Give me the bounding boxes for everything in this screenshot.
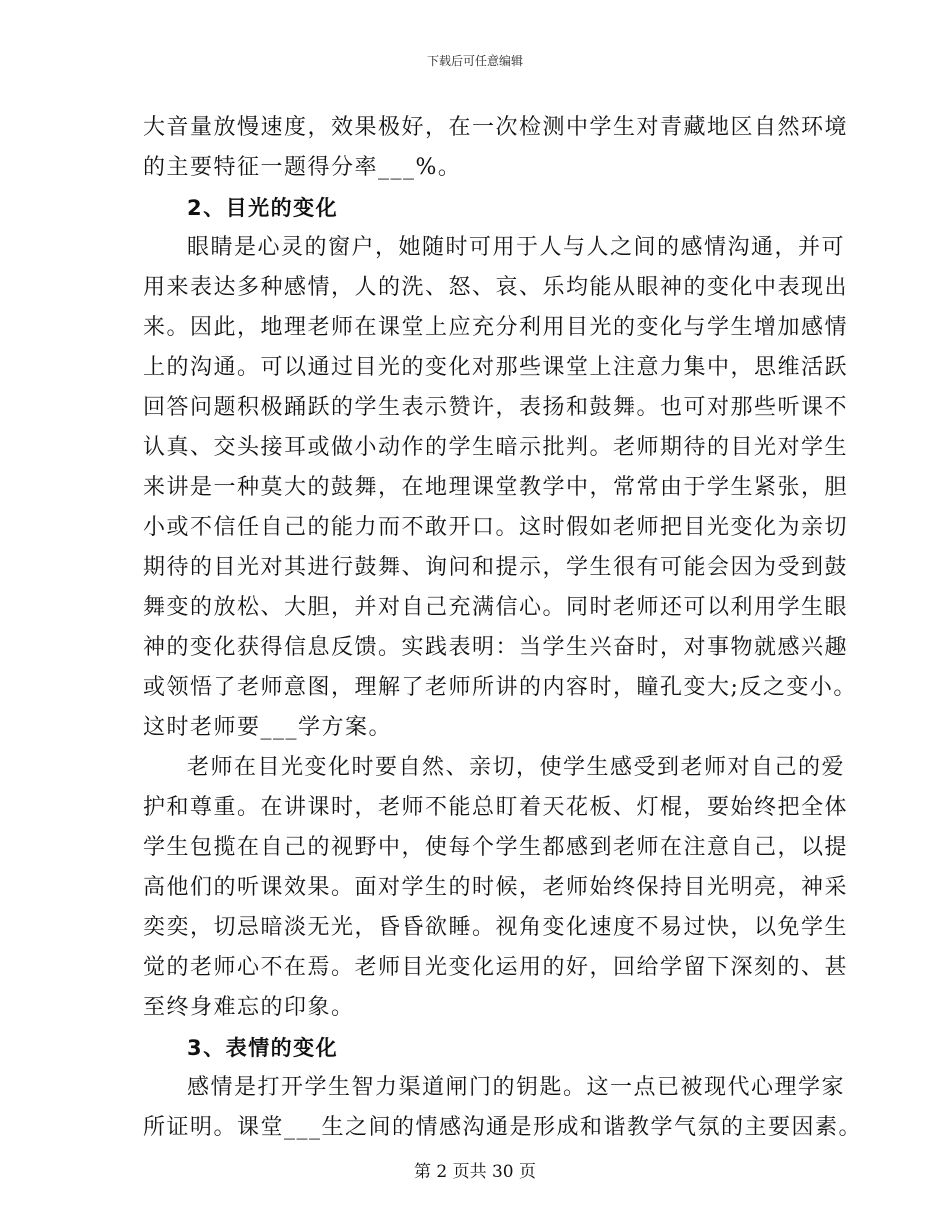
body-line: 这时老师要___学方案。	[143, 715, 393, 740]
document-body	[143, 108, 863, 1148]
body-line: 大音量放慢速度，效果极好，在一次检测中学生对青藏地区自然环境	[143, 115, 849, 140]
body-line: 护和尊重。在讲课时，老师不能总盯着天花板、灯棍，要始终把全体	[143, 795, 849, 820]
body-line: 小或不信任自己的能力而不敢开口。这时假如老师把目光变化为亲切	[143, 515, 849, 540]
body-line: 来。因此，地理老师在课堂上应充分利用目光的变化与学生增加感情	[143, 315, 849, 340]
paragraph-first-line: 老师在目光变化时要自然、亲切，使学生感受到老师对自己的爱	[187, 755, 846, 780]
body-line: 奕奕，切忌暗淡无光，昏昏欲睡。视角变化速度不易过快，以免学生	[143, 915, 849, 940]
paragraph-first-line: 感情是打开学生智力渠道闸门的钥匙。这一点已被现代心理学家	[187, 1075, 846, 1100]
body-line: 神的变化获得信息反馈。实践表明：当学生兴奋时，对事物就感兴趣	[143, 635, 849, 660]
paragraph-first-line: 眼睛是心灵的窗户，她随时可用于人与人之间的感情沟通，并可	[187, 235, 846, 260]
body-line: 认真、交头接耳或做小动作的学生暗示批判。老师期待的目光对学生	[143, 435, 849, 460]
body-line: 觉的老师心不在焉。老师目光变化运用的好，回给学留下深刻的、甚	[143, 955, 849, 980]
body-line: 上的沟通。可以通过目光的变化对那些课堂上注意力集中，思维活跃	[143, 355, 849, 380]
body-line: 学生包揽在自己的视野中，使每个学生都感到老师在注意自己，以提	[143, 835, 849, 860]
page-header: 下载后可任意编辑	[426, 54, 523, 68]
body-line: 的主要特征一题得分率___%。	[143, 155, 462, 180]
body-line: 舞变的放松、大胆，并对自己充满信心。同时老师还可以利用学生眼	[143, 595, 849, 620]
body-line: 高他们的听课效果。面对学生的时候，老师始终保持目光明亮，神采	[143, 875, 849, 900]
body-line: 至终身难忘的印象。	[143, 995, 355, 1020]
section-heading: 2、目光的变化	[187, 196, 339, 220]
section-heading: 3、表情的变化	[187, 1036, 339, 1060]
body-line: 用来表达多种感情，人的洗、怒、哀、乐均能从眼神的变化中表现出	[143, 275, 849, 300]
body-line: 期待的目光对其进行鼓舞、询问和提示，学生很有可能会因为受到鼓	[143, 555, 849, 580]
body-line: 所证明。课堂___生之间的情感沟通是形成和谐教学气氛的主要因素。	[143, 1115, 863, 1140]
body-line: 来讲是一种莫大的鼓舞，在地理课堂教学中，常常由于学生紧张，胆	[143, 475, 849, 500]
body-line: 回答问题积极踊跃的学生表示赞许，表扬和鼓舞。也可对那些听课不	[143, 395, 849, 420]
page-footer: 第 2 页共 30 页	[413, 1162, 537, 1182]
body-line: 或领悟了老师意图，理解了老师所讲的内容时，瞳孔变大;反之变小。	[143, 675, 857, 700]
